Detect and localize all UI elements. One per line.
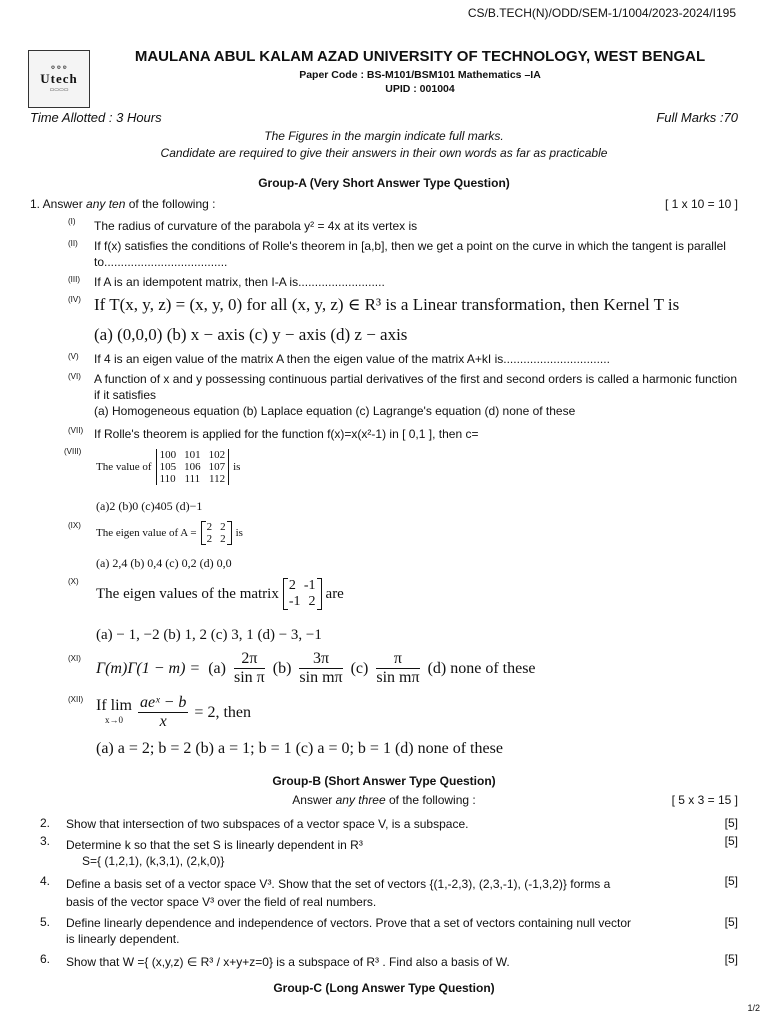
matrix-cell: 111 (184, 473, 201, 485)
question-text-cont: basis of the vector space V³ over the field of real numbers. (66, 895, 377, 909)
matrix-cell: 2 (308, 594, 316, 609)
matrix-row (160, 449, 226, 461)
answer-options: (a) 2,4 (b) 0,4 (c) 0,2 (d) 0,0 (96, 556, 232, 570)
q-number: (I) (68, 217, 76, 226)
question-text: Show that intersection of two subspaces of a vector space V, is a subspace. (66, 817, 469, 831)
matrix-row (160, 473, 226, 485)
question-marks: [5] (724, 816, 738, 830)
fraction: $\frac{\text{aeˣ − b}}{x}$ (140, 694, 187, 730)
limit-question: If lim x→0 $\frac{\text{aeˣ − b}}{x}$ = 2, then (96, 694, 251, 730)
q-number: (VII) (68, 426, 84, 435)
eigen-values-question: The eigen values of the matrix 2 -1 -1 2 are (96, 578, 344, 609)
question-text: Determine k so that the set S is linearly dependent in R³ (66, 838, 363, 852)
q-number: (IX) (68, 521, 81, 530)
matrix-cell: 112 (209, 473, 226, 485)
determinant-question: The value of 100 101 102 105 106 107 110 111 112 is (96, 449, 241, 485)
eigen-question: The eigen value of A = 2 2 2 2 is (96, 521, 243, 545)
question-text: Define linearly dependence and independence of vectors. Prove that a set of vectors containing null vector (66, 916, 632, 930)
matrix-row (289, 594, 316, 610)
matrix-cell: 100 (159, 449, 177, 461)
answer-options: (a) Homogeneous equation (b) Laplace equation (c) Lagrange's equation (d) none of these (94, 404, 576, 418)
time-allotted: Time Allotted : 3 Hours (30, 110, 162, 125)
question-marks: [5] (724, 952, 738, 966)
margin-note: The Figures in the margin indicate full marks. (264, 129, 504, 143)
group-c-title: Group-C (Long Answer Type Question) (273, 981, 495, 995)
fraction: $\frac{3\pi}{\text{sin mπ}}$ (299, 650, 343, 686)
question-text: Define a basis set of a vector space V³. Show that the set of vectors {(1,-2,3), (2,3,-1), (-1,3,2)} forms a (66, 877, 611, 891)
matrix-cell: 2 (220, 521, 226, 533)
group-b-marks: [ 5 x 3 = 15 ] (671, 793, 738, 807)
question-text: If Rolle's theorem is applied for the function f(x)=x(x²-1) in [ 0,1 ], then c= (94, 427, 479, 441)
matrix-cell: -1 (288, 594, 301, 609)
matrix-cell: 107 (208, 461, 226, 473)
matrix-cell: 2 (206, 521, 213, 533)
upid: UPID : 001004 (385, 83, 455, 95)
matrix-cell: 2 (288, 578, 296, 593)
gamma-question: Γ(m)Γ(1 − m) = (a) $\frac{2\pi}{\text{sin π}}$ (b) $\frac{3\pi}{\text{sin mπ}}$ (c) $\frac{\pi}{\text{sin mπ}}$ (d) none of these (96, 650, 536, 686)
answer-options: (a)2 (b)0 (c)405 (d)−1 (96, 499, 203, 513)
question-text-cont: is linearly dependent. (66, 932, 180, 946)
matrix-cell: 110 (159, 473, 176, 485)
university-logo (28, 50, 90, 108)
question-text: The radius of curvature of the parabola y² = 4x at its vertex is (94, 219, 418, 233)
q-number: (X) (68, 577, 79, 586)
matrix-a (201, 521, 232, 545)
page-number: 1/2 (747, 1003, 760, 1013)
matrix-row (289, 578, 316, 594)
q-number: 3. (40, 834, 51, 848)
matrix-row (160, 461, 226, 473)
group-a-marks: [ 1 x 10 = 10 ] (664, 197, 738, 211)
limit-operator: If lim x→0 (96, 696, 132, 725)
matrix-cell: 101 (184, 449, 201, 461)
group-a-instruction: 1. Answer any ten of the following : (30, 197, 216, 211)
logo-ring-icon: ⚙ ⚙ ⚙ (50, 65, 68, 71)
matrix (283, 578, 322, 610)
question-text: Show that W ={ (x,y,z) ∈ R³ / x+y+z=0} is a subspace of R³ . Find also a basis of W. (66, 955, 510, 969)
q-number: (II) (68, 239, 78, 248)
q-number: 6. (40, 952, 51, 966)
matrix-cell: 2 (206, 533, 213, 545)
matrix-cell: 106 (184, 461, 201, 473)
candidate-note: Candidate are required to give their answers in their own words as far as practicable (160, 146, 608, 160)
q-number: (VI) (68, 372, 81, 381)
fraction: $\frac{2\pi}{\text{sin π}}$ (233, 650, 265, 686)
answer-options: (a) − 1, −2 (b) 1, 2 (c) 3, 1 (d) − 3, −1 (96, 627, 322, 643)
question-text: If f(x) satisfies the conditions of Rolle's theorem in [a,b], then we get a point on the curve in which the tangent is parallel to..................................... (94, 239, 726, 269)
q-number: (XI) (68, 654, 81, 663)
question-text: A function of x and y possessing continuous partial derivatives of the first and second orders is called a harmonic function if it satisfies (94, 372, 738, 402)
q-number: 4. (40, 874, 51, 888)
university-name: MAULANA ABUL KALAM AZAD UNIVERSITY OF TECHNOLOGY, WEST BENGAL (134, 48, 706, 65)
q-number: (VIII) (64, 447, 82, 456)
q-number: (III) (68, 275, 80, 284)
answer-options: (a) (0,0,0) (b) x − axis (c) y − axis (d) z − axis (94, 325, 408, 344)
matrix-cell: -1 (303, 578, 316, 593)
group-b-title: Group-B (Short Answer Type Question) (272, 774, 496, 788)
matrix-row (207, 521, 226, 533)
question-text-cont: S={ (1,2,1), (k,3,1), (2,k,0)} (82, 854, 225, 868)
group-b-instruction: Answer any three of the following : (292, 793, 476, 807)
fraction: $\frac{\pi}{\text{sin mπ}}$ (376, 650, 420, 686)
q-number: 2. (40, 816, 51, 830)
answer-options: (a) a = 2; b = 2 (b) a = 1; b = 1 (c) a = 0; b = 1 (d) none of these (96, 740, 503, 757)
paper-code: Paper Code : BS-M101/BSM101 Mathematics –IA (299, 69, 541, 81)
logo-text: Utech (40, 71, 78, 86)
q-number: (IV) (68, 295, 81, 304)
question-marks: [5] (724, 915, 738, 929)
matrix-cell: 2 (220, 533, 226, 545)
full-marks: Full Marks :70 (656, 110, 738, 125)
logo-base-icon: ▭▭▭▭ (49, 87, 69, 93)
q-number: (V) (68, 352, 79, 361)
q-number: 5. (40, 915, 51, 929)
paper-code-line: CS/B.TECH(N)/ODD/SEM-1/1004/2023-2024/I195 (467, 6, 736, 20)
group-a-title: Group-A (Very Short Answer Type Question) (258, 176, 510, 190)
matrix-cell: 105 (159, 461, 177, 473)
question-text: If T(x, y, z) = (x, y, 0) for all (x, y, z) ∈ R³ is a Linear transformation, then Kernel T is (94, 295, 680, 314)
determinant-matrix (156, 449, 230, 485)
question-text: If A is an idempotent matrix, then I-A is.......................... (94, 275, 385, 289)
q-number: (XII) (68, 695, 84, 704)
question-marks: [5] (724, 834, 738, 848)
question-text: If 4 is an eigen value of the matrix A then the eigen value of the matrix A+kI is................................ (94, 352, 610, 366)
matrix-row (207, 533, 226, 545)
matrix-cell: 102 (208, 449, 226, 461)
question-marks: [5] (724, 874, 738, 888)
